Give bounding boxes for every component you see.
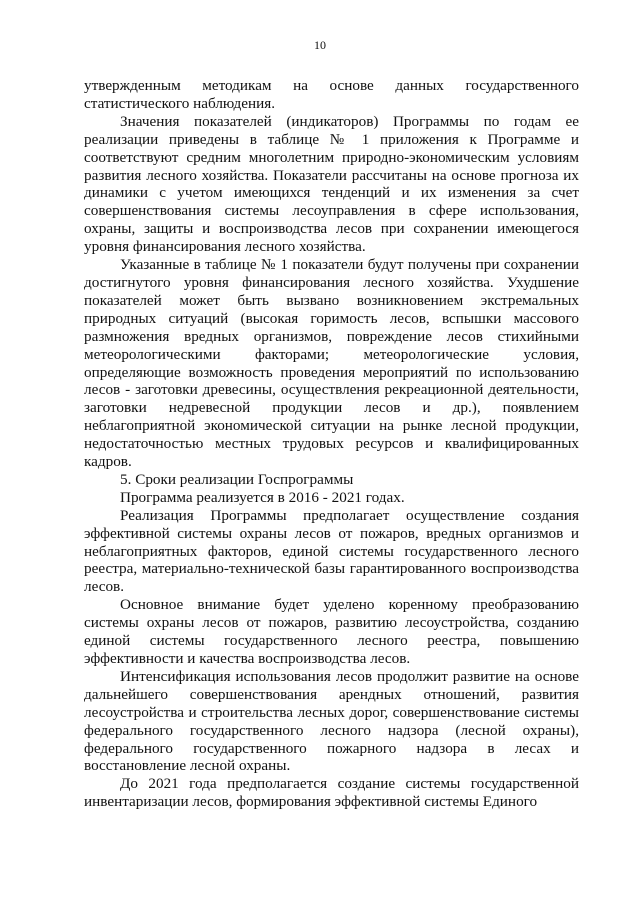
paragraph-continuation: утвержденным методикам на основе данных государственного статистического наблюдения. xyxy=(84,77,579,112)
paragraph-program-years: Программа реализуется в 2016 - 2021 годах. xyxy=(120,488,405,506)
section-heading: 5. Сроки реализации Госпрограммы xyxy=(120,470,354,488)
document-body xyxy=(84,77,579,811)
paragraph-forest-use: Интенсификация использования лесов продолжит развитие на основе дальнейшего совершенствования арендных отношений, развития лесоустройства и строительства лесных дорог, совершенствование системы федерального государственного лесного надзора (лесной охраны), федерального государственного пожарного надзора в лесах и восстановление лесной охраны. xyxy=(84,667,579,775)
paragraph-indicators: Значения показателей (индикаторов) Программы по годам ее реализации приведены в таблице № 1 приложения к Программе и соответствуют средним многолетним природно-экономическим условиям развития лесного хозяйства. Показатели рассчитаны на основе прогноза их динамики с учетом имеющихся тенденций и их изменения за счет совершенствования системы лесоуправления в сфере использования, охраны, защиты и воспроизводства лесов при сохранении имеющегося уровня финансирования лесного хозяйства. xyxy=(84,112,579,256)
paragraph-main-focus: Основное внимание будет уделено коренному преобразованию системы охраны лесов от пожаров, развитию лесоустройства, созданию единой системы государственного лесного реестра, повышению эффективности и качества воспроизводства лесов. xyxy=(84,596,579,667)
paragraph-indicator-conditions: Указанные в таблице № 1 показатели будут получены при сохранении достигнутого уровня финансирования лесного хозяйства. Ухудшение показателей может быть вызвано возникновением экстремальных природных ситуаций (высокая горимость лесов, вспышки массового размножения вредных организмов, повреждение лесов стихийными метеорологическими факторами; метеорологические условия, определяющие возможность проведения мероприятий по использованию лесов - заготовки древесины, осуществления рекреационной деятельности, заготовки недревесной продукции лесов и др.), появлением неблагоприятной экономической ситуации на рынке лесной продукции, недостаточностью местных трудовых ресурсов и квалифицированных кадров. xyxy=(84,256,579,471)
page-number: 10 xyxy=(314,38,326,52)
paragraph-inventory-2021: До 2021 года предполагается создание системы государственной инвентаризации лесов, формирования эффективной системы Единого xyxy=(84,775,579,811)
paragraph-program-implementation: Реализация Программы предполагает осуществление создания эффективной системы охраны лесов от пожаров, вредных организмов и неблагоприятных факторов, единой системы государственного лесного реестра, материально-технической базы гарантированного воспроизводства лесов. xyxy=(84,506,579,596)
